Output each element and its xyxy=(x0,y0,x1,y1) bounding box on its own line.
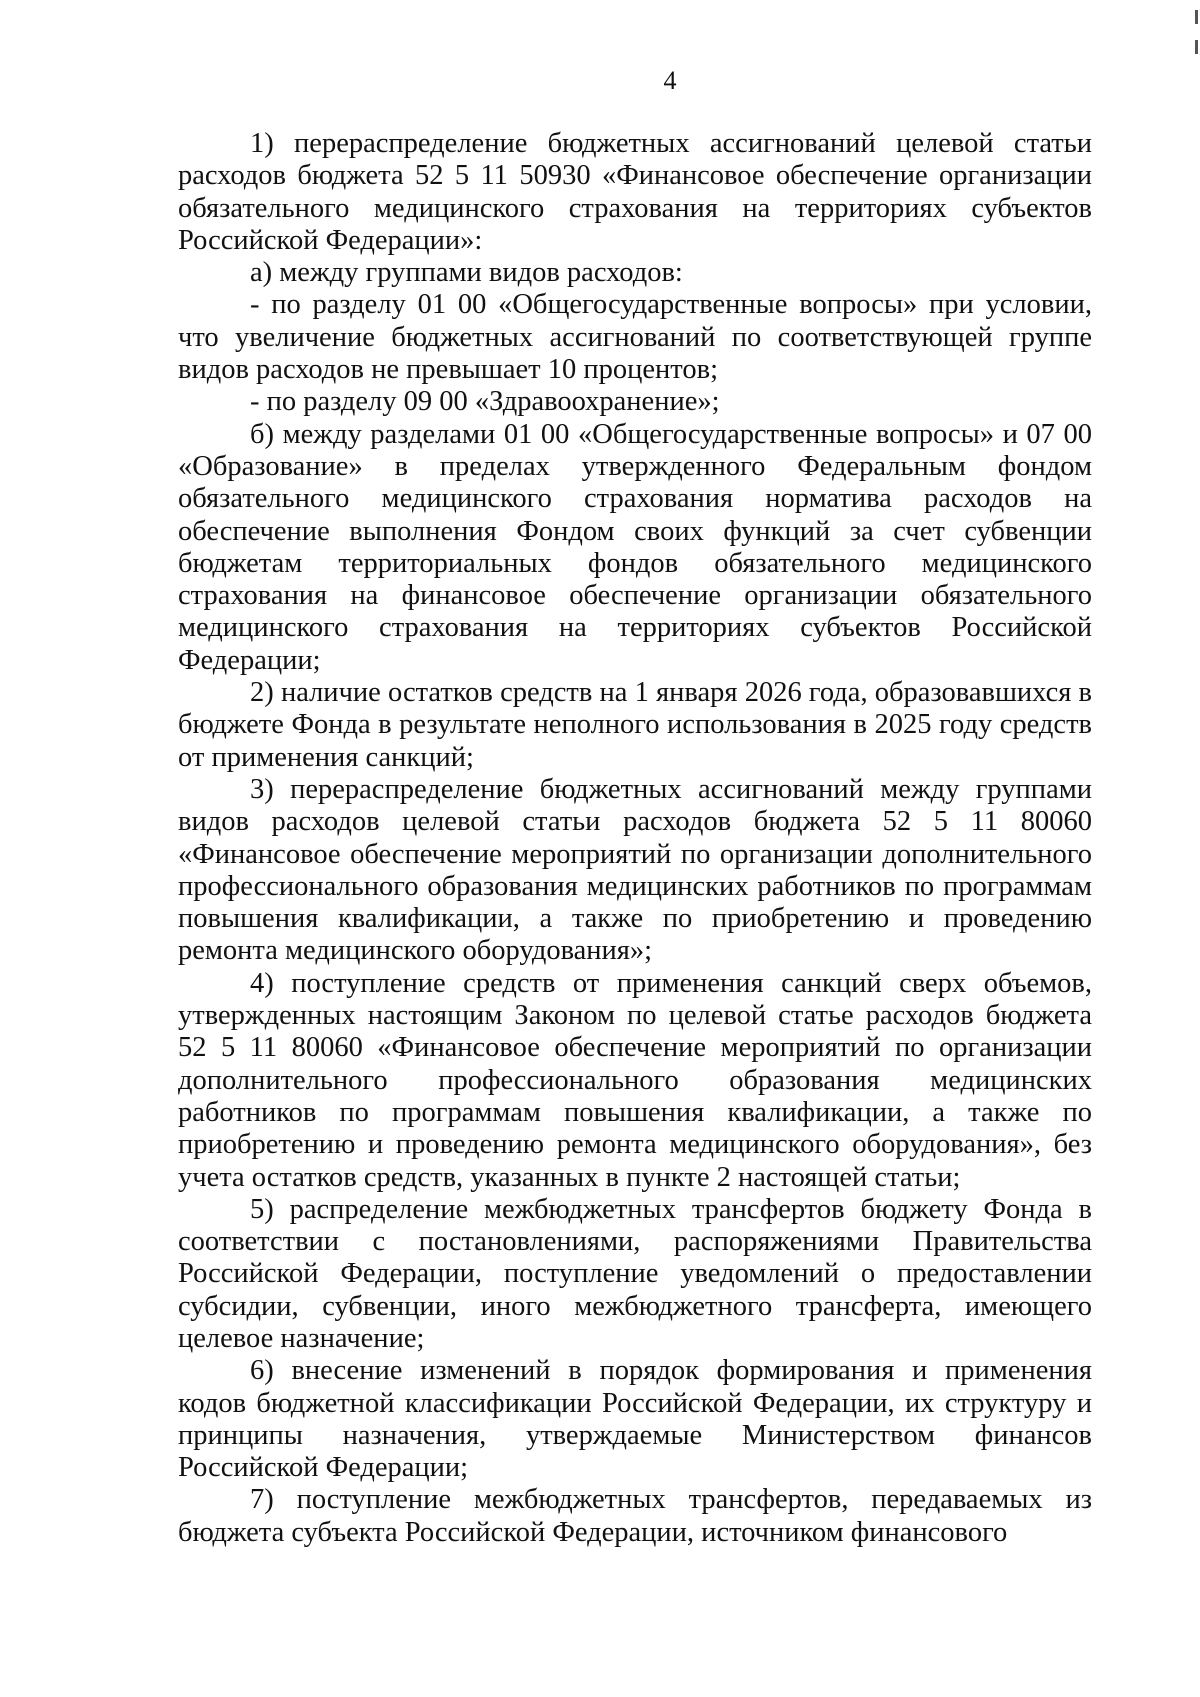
paragraph-1b: б) между разделами 01 00 «Общегосударственные вопросы» и 07 00 «Образование» в пределах утвержденного Федеральным фондом обязательного медицинского страхования норматива расходов на обеспечение выполнения Фондом своих функций за счет субвенции бюджетам территориальных фондов обязательного медицинского страхования на финансовое обеспечение организации обязательного медицинского страхования на территориях субъектов Российской Федерации; xyxy=(178,418,1092,676)
page-number: 4 xyxy=(663,66,677,95)
scan-edge-mark xyxy=(1195,40,1198,54)
document-body xyxy=(178,128,1092,1549)
paragraph-1a-section-0100: - по разделу 01 00 «Общегосударственные вопросы» при условии, что увеличение бюджетных ассигнований по соответствующей группе видов расходов не превышает 10 процентов; xyxy=(178,289,1092,386)
paragraph-3: 3) перераспределение бюджетных ассигнований между группами видов расходов целевой статьи расходов бюджета 52 5 11 80060 «Финансовое обеспечение мероприятий по организации дополнительного профессионального образования медицинских работников по программам повышения квалификации, а также по приобретению и проведению ремонта медицинского оборудования»; xyxy=(178,773,1092,967)
paragraph-7: 7) поступление межбюджетных трансфертов, передаваемых из бюджета субъекта Российской Федерации, источником финансового xyxy=(178,1484,1092,1548)
paragraph-1: 1) перераспределение бюджетных ассигнований целевой статьи расходов бюджета 52 5 11 50930 «Финансовое обеспечение организации обязательного медицинского страхования на территориях субъектов Российской Федерации»: xyxy=(178,128,1092,256)
paragraph-2: 2) наличие остатков средств на 1 января 2026 года, образовавшихся в бюджете Фонда в результате неполного использования в 2025 году средств от применения санкций; xyxy=(178,677,1092,773)
paragraph-1a: а) между группами видов расходов: xyxy=(250,257,683,289)
paragraph-6: 6) внесение изменений в порядок формирования и применения кодов бюджетной классификации Российской Федерации, их структуру и принципы назначения, утверждаемые Министерством финансов Российской Федерации; xyxy=(178,1355,1092,1484)
paragraph-4: 4) поступление средств от применения санкций сверх объемов, утвержденных настоящим Законом по целевой статье расходов бюджета 52 5 11 80060 «Финансовое обеспечение мероприятий по организации дополнительного профессионального образования медицинских работников по программам повышения квалификации, а также по приобретению и проведению ремонта медицинского оборудования», без учета остатков средств, указанных в пункте 2 настоящей статьи; xyxy=(178,967,1092,1193)
paragraph-1a-section-0900: - по разделу 09 00 «Здравоохранение»; xyxy=(250,386,720,418)
scan-edge-mark xyxy=(1195,10,1198,24)
paragraph-5: 5) распределение межбюджетных трансфертов бюджету Фонда в соответствии с постановлениями, распоряжениями Правительства Российской Федерации, поступление уведомлений о предоставлении субсидии, субвенции, иного межбюджетного трансферта, имеющего целевое назначение; xyxy=(178,1193,1092,1354)
